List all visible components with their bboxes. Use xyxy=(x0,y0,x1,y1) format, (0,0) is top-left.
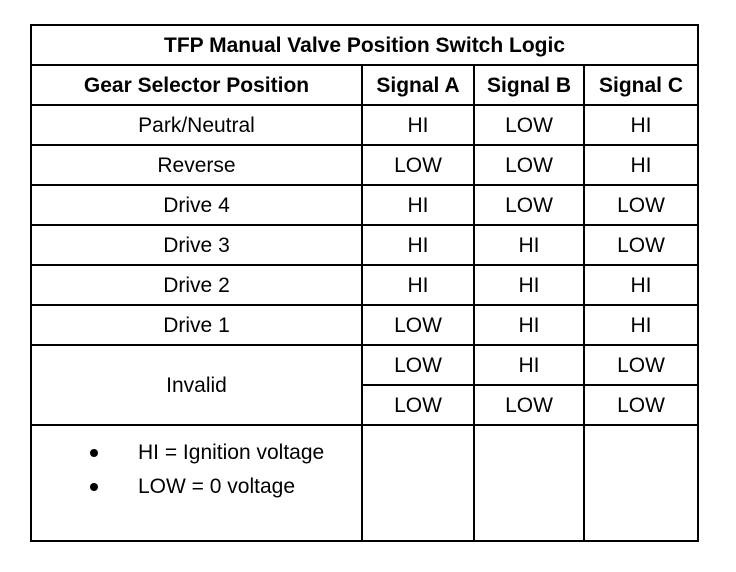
notes-row xyxy=(31,425,698,541)
note-item xyxy=(84,470,361,504)
signal-c-cell: LOW xyxy=(584,185,698,225)
signal-a-cell: LOW xyxy=(362,145,474,185)
header-signal-a: Signal A xyxy=(362,65,474,105)
gear-position-cell: Drive 1 xyxy=(31,305,362,345)
bullet-icon xyxy=(90,449,98,457)
invalid-position-cell: Invalid xyxy=(31,345,362,425)
header-gear-selector-position: Gear Selector Position xyxy=(31,65,362,105)
note-text: HI = Ignition voltage xyxy=(138,441,325,464)
note-text: LOW = 0 voltage xyxy=(138,475,295,498)
signal-a-cell: HI xyxy=(362,265,474,305)
bullet-icon xyxy=(90,483,98,491)
signal-b-cell: HI xyxy=(474,345,584,385)
table-row xyxy=(31,265,698,305)
signal-a-cell: LOW xyxy=(362,305,474,345)
table-row xyxy=(31,225,698,265)
signal-b-cell: HI xyxy=(474,265,584,305)
gear-position-cell: Drive 3 xyxy=(31,225,362,265)
signal-a-cell: HI xyxy=(362,185,474,225)
signal-c-cell: HI xyxy=(584,305,698,345)
header-row xyxy=(31,65,698,105)
table-title: TFP Manual Valve Position Switch Logic xyxy=(31,25,698,65)
signal-a-cell: HI xyxy=(362,105,474,145)
signal-c-cell: HI xyxy=(584,145,698,185)
signal-b-cell: LOW xyxy=(474,145,584,185)
empty-cell xyxy=(362,425,474,541)
gear-position-cell: Reverse xyxy=(31,145,362,185)
notes-list xyxy=(32,426,361,504)
signal-b-cell: LOW xyxy=(474,185,584,225)
switch-logic-table xyxy=(30,24,699,542)
signal-b-cell: HI xyxy=(474,225,584,265)
signal-c-cell: HI xyxy=(584,265,698,305)
header-signal-b: Signal B xyxy=(474,65,584,105)
signal-b-cell: LOW xyxy=(474,385,584,425)
signal-a-cell: HI xyxy=(362,225,474,265)
signal-c-cell: HI xyxy=(584,105,698,145)
gear-position-cell: Drive 4 xyxy=(31,185,362,225)
header-signal-c: Signal C xyxy=(584,65,698,105)
table-row xyxy=(31,145,698,185)
signal-c-cell: LOW xyxy=(584,385,698,425)
signal-b-cell: LOW xyxy=(474,105,584,145)
signal-c-cell: LOW xyxy=(584,345,698,385)
note-item xyxy=(84,436,361,470)
signal-c-cell: LOW xyxy=(584,225,698,265)
signal-b-cell: HI xyxy=(474,305,584,345)
empty-cell xyxy=(584,425,698,541)
signal-a-cell: LOW xyxy=(362,385,474,425)
gear-position-cell: Park/Neutral xyxy=(31,105,362,145)
gear-position-cell: Drive 2 xyxy=(31,265,362,305)
table-row xyxy=(31,305,698,345)
table-row-invalid-1 xyxy=(31,345,698,385)
table-row xyxy=(31,105,698,145)
table-row xyxy=(31,185,698,225)
empty-cell xyxy=(474,425,584,541)
title-row xyxy=(31,25,698,65)
notes-cell xyxy=(31,425,362,541)
signal-a-cell: LOW xyxy=(362,345,474,385)
